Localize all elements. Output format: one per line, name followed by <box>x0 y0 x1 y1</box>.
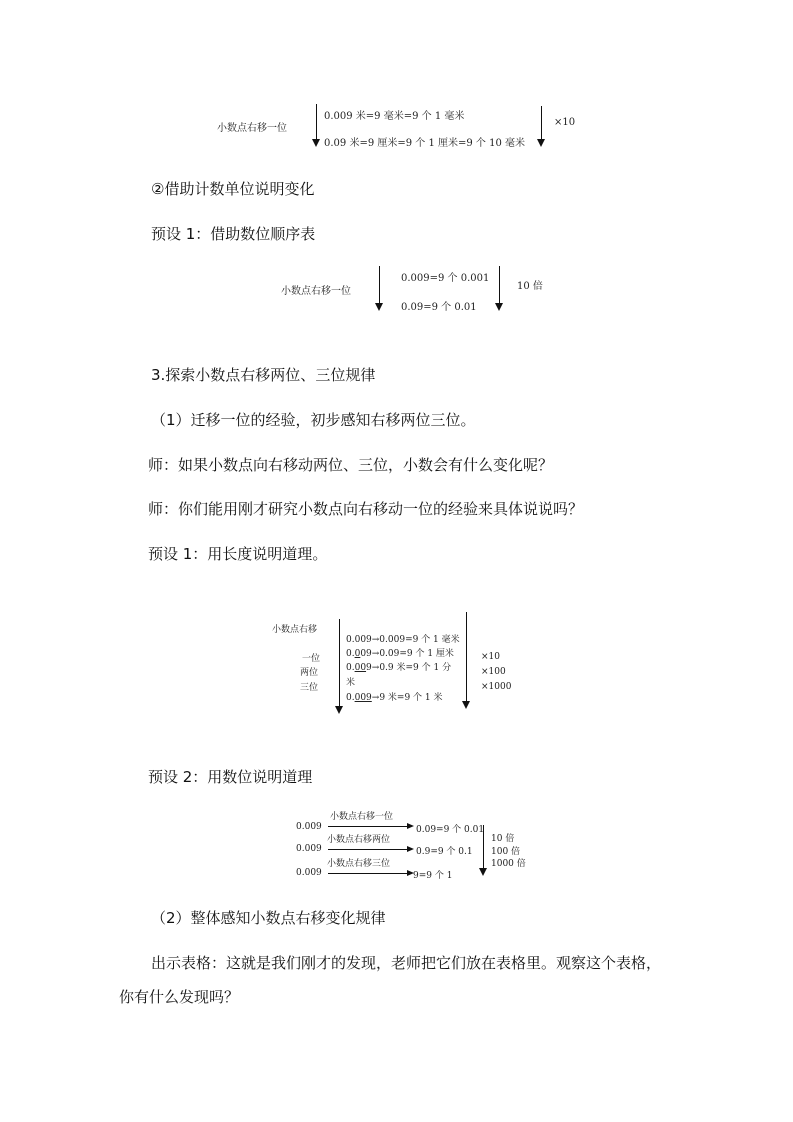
right-arrow-icon <box>328 873 408 874</box>
diagram2-label: 小数点右移一位 <box>281 286 351 297</box>
step2-text: （2）整体感知小数点右移变化规律 <box>151 909 386 927</box>
diagram3-label-one: 一位 <box>302 654 321 664</box>
diagram1-line2: 0.09 米=9 厘米=9 个 1 厘米=9 个 10 毫米 <box>324 138 526 149</box>
diagram3-label-top: 小数点右移 <box>272 625 318 635</box>
diagram4-row3-label: 小数点右移三位 <box>327 859 391 869</box>
diagram3-line3-cont: 米 <box>346 678 356 688</box>
down-arrow-icon <box>499 266 500 304</box>
diagram4-factor3: 1000 倍 <box>491 859 526 869</box>
diagram4-row2-label: 小数点右移两位 <box>327 835 391 845</box>
down-arrow-icon <box>483 825 484 869</box>
right-arrow-icon <box>328 849 408 850</box>
teacher-question-1: 师：如果小数点向右移动两位、三位，小数会有什么变化呢？ <box>148 456 554 474</box>
diagram3-line2: 0.009→0.09=9 个 1 厘米 <box>346 649 454 659</box>
diagram2-line2: 0.09=9 个 0.01 <box>401 302 477 313</box>
diagram3-label-two: 两位 <box>300 668 319 678</box>
down-arrow-icon <box>339 619 340 707</box>
table-intro-line2: 你有什么发现吗？ <box>119 988 240 1006</box>
heading-borrow-units: ②借助计数单位说明变化 <box>151 180 315 198</box>
section3-title: 3.探索小数点右移两位、三位规律 <box>151 366 376 384</box>
diagram1-label: 小数点右移一位 <box>217 123 287 134</box>
down-arrow-icon <box>316 104 317 140</box>
diagram3-line3: 0.009→0.9 米=9 个 1 分 <box>346 663 452 673</box>
diagram4-row3-start: 0.009 <box>296 868 322 878</box>
down-arrow-icon <box>466 612 467 702</box>
table-intro-line1: 出示表格：这就是我们刚才的发现，老师把它们放在表格里。观察这个表格， <box>151 954 662 972</box>
diagram4-row1-start: 0.009 <box>296 822 322 832</box>
diagram3-factor2: ×100 <box>481 667 506 677</box>
down-arrow-icon <box>541 106 542 140</box>
diagram4-row2-start: 0.009 <box>296 844 322 854</box>
preset1-order-table: 预设 1：借助数位顺序表 <box>151 225 316 243</box>
teacher-question-2: 师：你们能用刚才研究小数点向右移动一位的经验来具体说说吗？ <box>148 500 584 518</box>
diagram3-factor1: ×10 <box>481 652 500 662</box>
preset1-length: 预设 1：用长度说明道理。 <box>148 545 328 563</box>
diagram2-factor: 10 倍 <box>517 281 543 292</box>
diagram4-factor2: 100 倍 <box>491 847 521 857</box>
diagram4-row3-result: 9=9 个 1 <box>413 871 453 881</box>
diagram4-row1-label: 小数点右移一位 <box>330 812 394 822</box>
right-arrow-icon <box>328 826 408 827</box>
diagram4-row1-result: 0.09=9 个 0.01 <box>416 825 485 835</box>
diagram3-line1: 0.009→0.009=9 个 1 毫米 <box>346 635 460 645</box>
diagram1-line1: 0.009 米=9 毫米=9 个 1 毫米 <box>324 111 465 122</box>
diagram2-line1: 0.009=9 个 0.001 <box>401 273 490 284</box>
diagram4-factor1: 10 倍 <box>491 834 515 844</box>
diagram3-label-three: 三位 <box>300 683 319 693</box>
step1-text: （1）迁移一位的经验，初步感知右移两位三位。 <box>151 411 476 429</box>
diagram4-row2-result: 0.9=9 个 0.1 <box>416 847 473 857</box>
diagram3-factor3: ×1000 <box>481 682 512 692</box>
diagram1-factor: ×10 <box>554 117 576 128</box>
diagram3-line4: 0.009→9 米=9 个 1 米 <box>346 693 443 703</box>
preset2-digits: 预设 2：用数位说明道理 <box>148 768 313 786</box>
down-arrow-icon <box>379 266 380 304</box>
